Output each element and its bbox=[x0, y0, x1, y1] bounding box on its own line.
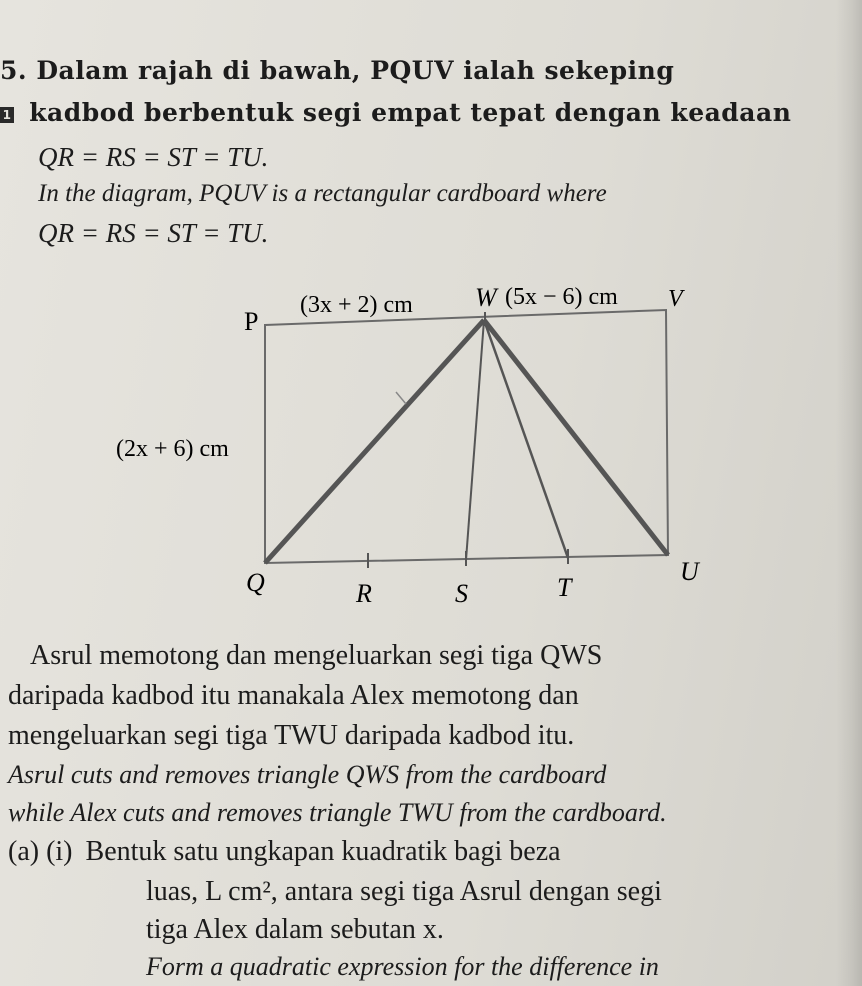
label-W: W bbox=[475, 283, 497, 312]
part-a-line-1 bbox=[8, 836, 561, 868]
question-condition-malay: QR = RS = ST = TU. bbox=[38, 142, 269, 172]
label-U: U bbox=[680, 557, 699, 586]
question-number: 5. bbox=[0, 56, 28, 85]
part-a-malay-3: tiga Alex dalam sebutan x. bbox=[146, 914, 444, 945]
question-intro-english: In the diagram, PQUV is a rectangular cardboard where bbox=[38, 180, 607, 207]
label-R: R bbox=[356, 579, 372, 608]
paragraph-english-2: while Alex cuts and removes triangle TWU from the cardboard. bbox=[8, 798, 667, 827]
question-intro-malay-1: Dalam rajah di bawah, PQUV ialah sekeping bbox=[36, 56, 675, 85]
paragraph-malay-2: daripada kadbod itu manakala Alex memotong dan bbox=[8, 680, 579, 711]
part-a-malay-1: Bentuk satu ungkapan kuadratik bagi beza bbox=[85, 836, 561, 867]
label-Q: Q bbox=[246, 568, 265, 597]
question-condition-english: QR = RS = ST = TU. bbox=[38, 218, 269, 248]
label-side-length: (2x + 6) cm bbox=[116, 436, 229, 462]
paragraph-malay-3: mengeluarkan segi tiga TWU daripada kadbod itu. bbox=[8, 720, 575, 751]
part-a-label: (a) (i) bbox=[8, 836, 73, 867]
line-WQ bbox=[265, 320, 484, 563]
part-a-malay-2: luas, L cm², antara segi tiga Asrul dengan segi bbox=[146, 876, 662, 907]
line-WT bbox=[484, 320, 568, 558]
label-top-left-length: (3x + 2) cm bbox=[300, 292, 413, 318]
question-intro-malay-2: kadbod berbentuk segi empat tepat dengan keadaan bbox=[29, 98, 792, 127]
part-a-english-1: Form a quadratic expression for the difference in bbox=[146, 952, 659, 981]
line-WS bbox=[466, 320, 484, 560]
pencil-mark bbox=[396, 392, 406, 404]
paragraph-english-1: Asrul cuts and removes triangle QWS from the cardboard bbox=[8, 760, 607, 789]
question-mark-icon: 1 bbox=[0, 107, 14, 123]
label-V: V bbox=[668, 286, 683, 312]
label-top-right-length: (5x − 6) cm bbox=[505, 284, 618, 310]
paragraph-malay-1: Asrul memotong dan mengeluarkan segi tiga QWS bbox=[30, 640, 603, 671]
label-S: S bbox=[455, 579, 468, 608]
line-WU bbox=[484, 320, 668, 555]
label-P: P bbox=[244, 307, 259, 336]
label-T: T bbox=[557, 573, 572, 602]
rectangle-outline bbox=[265, 310, 668, 563]
